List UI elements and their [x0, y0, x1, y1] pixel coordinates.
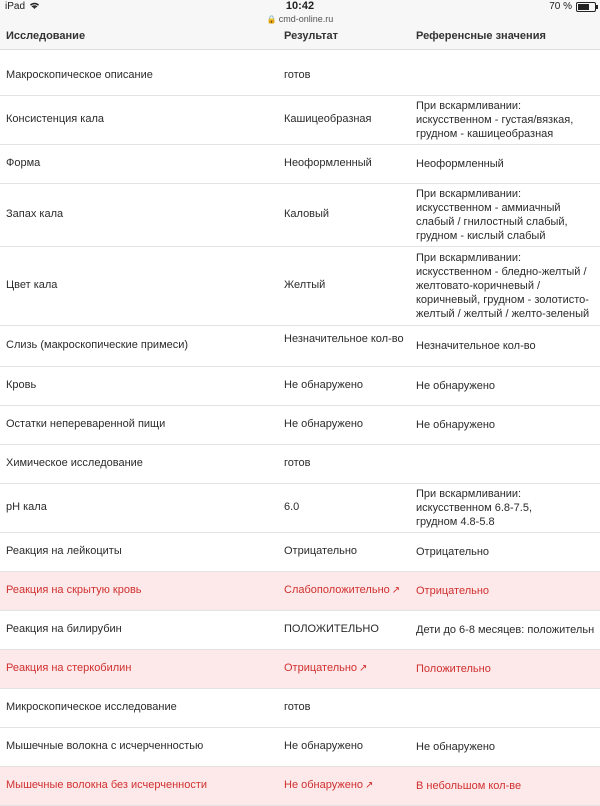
study-name: Реакция на скрытую кровь: [6, 584, 142, 596]
reference-line: Отрицательно: [416, 546, 490, 558]
result-value: [284, 208, 412, 220]
reference-line: коричневый, грудном - золотисто-: [416, 294, 589, 306]
result-text: Кашицеобразная: [284, 113, 372, 125]
study-name: Цвет кала: [6, 279, 58, 291]
reference-line: искусственном - бледно-желтый /: [416, 266, 587, 278]
result-value: [284, 584, 412, 596]
result-text: Не обнаружено: [284, 740, 364, 752]
study-name: pH кала: [6, 501, 47, 513]
reference-line: искусственном 6.8-7.5,: [416, 502, 533, 514]
reference-values: [416, 99, 600, 141]
reference-values: [416, 623, 600, 637]
header-result: Результат: [284, 30, 339, 42]
result-text: Не обнаружено: [284, 779, 364, 791]
result-value: [284, 662, 412, 674]
result-value: [284, 623, 412, 635]
study-name: Химическое исследование: [6, 457, 143, 469]
table-row: [0, 572, 600, 611]
reference-line: искусственном - густая/вязкая,: [416, 114, 574, 126]
result-value: [284, 501, 412, 513]
reference-line: В небольшом кол-ве: [416, 780, 522, 792]
table-row: [0, 728, 600, 767]
status-time: 10:42: [285, 0, 315, 12]
reference-line: Дети до 6-8 месяцев: положительн: [416, 624, 595, 636]
result-text: 6.0: [284, 501, 300, 513]
result-text: Отрицательно: [284, 545, 358, 557]
reference-line: грудном 4.8-5.8: [416, 516, 495, 528]
study-name: Реакция на билирубин: [6, 623, 122, 635]
result-text: готов: [284, 457, 311, 469]
reference-line: При вскармливании:: [416, 100, 522, 112]
reference-line: Не обнаружено: [416, 419, 496, 431]
reference-values: [416, 545, 600, 559]
result-value: [284, 113, 412, 125]
table-row: [0, 650, 600, 689]
result-value: [284, 379, 412, 391]
study-name: Реакция на стеркобилин: [6, 662, 132, 674]
reference-line: искусственном - аммиачный: [416, 202, 561, 214]
result-value: [284, 332, 404, 346]
reference-values: [416, 157, 600, 171]
study-name: Реакция на лейкоциты: [6, 545, 122, 557]
study-name: Остатки непереваренной пищи: [6, 418, 166, 430]
reference-line: При вскармливании:: [416, 252, 522, 264]
reference-line: грудном - кислый слабый: [416, 230, 546, 242]
reference-line: Не обнаружено: [416, 741, 496, 753]
result-text: готов: [284, 69, 311, 81]
table-row: [0, 145, 600, 184]
reference-values: [416, 740, 600, 754]
results-table-body: [0, 57, 600, 806]
table-row: [0, 533, 600, 572]
table-row: [0, 445, 600, 484]
deviation-arrow-icon: ↗: [365, 780, 374, 791]
table-row: [0, 484, 600, 533]
reference-line: Отрицательно: [416, 585, 490, 597]
reference-line: желтый / желтый / желто-зеленый: [416, 308, 590, 320]
reference-values: [416, 779, 600, 793]
reference-line: Не обнаружено: [416, 380, 496, 392]
battery-icon: [576, 2, 596, 12]
table-row: [0, 611, 600, 650]
status-bar: [0, 0, 600, 14]
table-row: [0, 367, 600, 406]
reference-line: слабый / гнилостный слабый,: [416, 216, 568, 228]
address-bar[interactable]: [0, 14, 600, 27]
table-row: [0, 767, 600, 806]
result-text: Слабоположительно: [284, 584, 390, 596]
header-reference: Референсные значения: [416, 30, 546, 42]
result-text: Не обнаружено: [284, 418, 364, 430]
result-value: [284, 279, 412, 291]
reference-values: [416, 487, 600, 529]
lock-icon: 🔒: [266, 15, 277, 24]
reference-values: [416, 251, 600, 321]
table-row: [0, 689, 600, 728]
reference-line: При вскармливании:: [416, 188, 522, 200]
battery-percent: 70 %: [549, 1, 572, 12]
result-value: [284, 69, 412, 81]
table-row: [0, 326, 600, 367]
result-text: Не обнаружено: [284, 379, 364, 391]
result-text: готов: [284, 701, 311, 713]
result-text: Незначительное кол-во: [284, 333, 404, 345]
reference-line: Неоформленный: [416, 158, 504, 170]
reference-values: [416, 662, 600, 676]
reference-line: Положительно: [416, 663, 491, 675]
result-value: [284, 701, 412, 713]
study-name: Слизь (макроскопические примеси): [6, 339, 189, 351]
table-row: [0, 184, 600, 247]
result-text: Каловый: [284, 208, 330, 220]
table-row: [0, 247, 600, 326]
reference-values: [416, 584, 600, 598]
result-value: [284, 457, 412, 469]
reference-line: Незначительное кол-во: [416, 340, 536, 352]
study-name: Микроскопическое исследование: [6, 701, 177, 713]
study-name: Мышечные волокна с исчерченностью: [6, 740, 204, 752]
result-value: [284, 779, 412, 791]
reference-values: [416, 339, 600, 353]
study-name: Консистенция кала: [6, 113, 105, 125]
reference-values: [416, 187, 600, 243]
table-header: [0, 27, 600, 50]
study-name: Форма: [6, 157, 41, 169]
study-name: Кровь: [6, 379, 37, 391]
table-row: [0, 406, 600, 445]
result-value: [284, 418, 412, 430]
result-text: Желтый: [284, 279, 326, 291]
result-text: Неоформленный: [284, 157, 372, 169]
status-right: [549, 1, 596, 12]
header-study: Исследование: [6, 30, 86, 42]
study-name: Запах кала: [6, 208, 64, 220]
table-row: [0, 96, 600, 145]
deviation-arrow-icon: ↗: [391, 585, 401, 596]
reference-values: [416, 418, 600, 432]
deviation-arrow-icon: ↗: [359, 663, 368, 674]
reference-line: желтовато-коричневый /: [416, 280, 541, 292]
result-text: ПОЛОЖИТЕЛЬНО: [284, 623, 379, 635]
study-name: Макроскопическое описание: [6, 69, 153, 81]
result-value: [284, 545, 412, 557]
study-name: Мышечные волокна без исчерченности: [6, 779, 208, 791]
result-value: [284, 740, 412, 752]
reference-values: [416, 379, 600, 393]
table-row: [0, 57, 600, 96]
result-text: Отрицательно: [284, 662, 358, 674]
reference-line: При вскармливании:: [416, 488, 522, 500]
device-name: iPad: [5, 1, 26, 12]
result-value: [284, 157, 412, 169]
reference-line: грудном - кашицеобразная: [416, 128, 554, 140]
url-text[interactable]: cmd-online.ru: [278, 14, 334, 24]
